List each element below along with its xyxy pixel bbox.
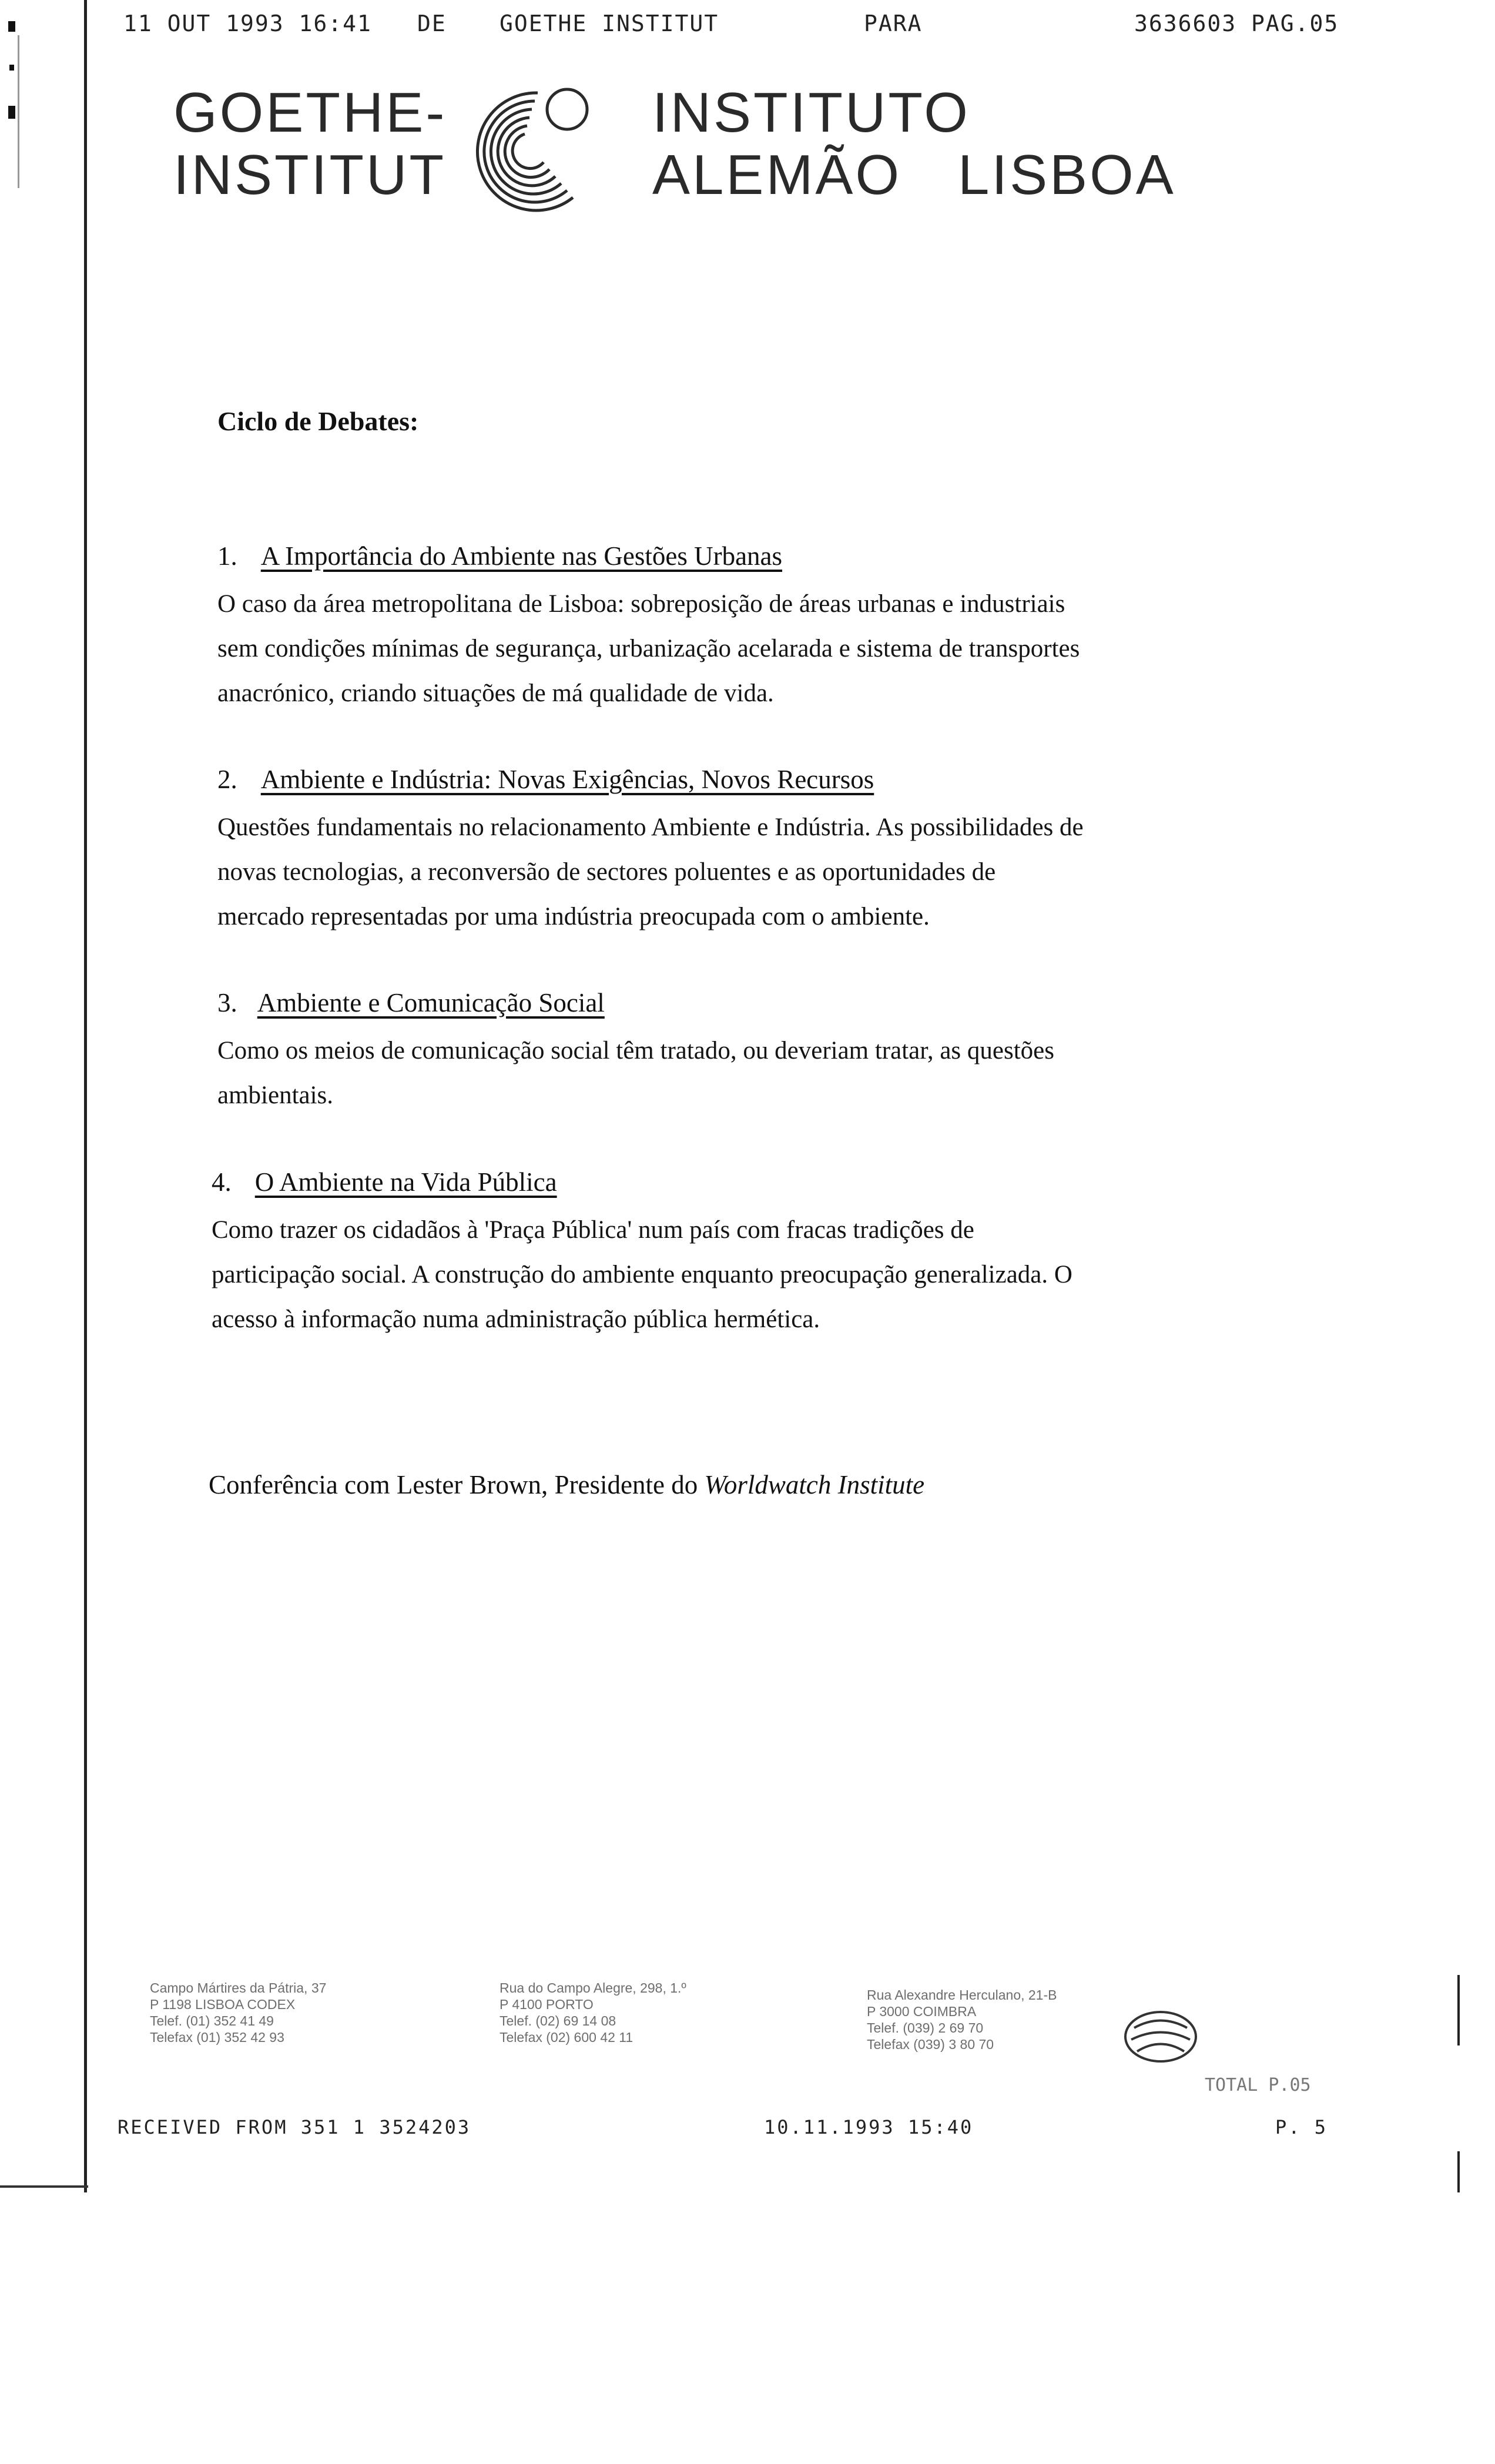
item-line: novas tecnologias, a reconversão de sectores poluentes e as oportunidades de — [217, 858, 996, 886]
logo-name-line1: GOETHE- — [173, 81, 447, 144]
item-line: acesso à informação numa administração pública hermética. — [212, 1305, 820, 1333]
conference-text: Conferência com Lester Brown, Presidente do — [209, 1470, 705, 1499]
fax-to-label: PARA — [864, 11, 923, 36]
fax-header — [123, 11, 1340, 41]
item-line: Questões fundamentais no relacionamento Ambiente e Indústria. As possibilidades de — [217, 813, 1084, 841]
item-number: 3. — [217, 988, 237, 1017]
address-line: Telef. (039) 2 69 70 — [867, 2020, 984, 2036]
scan-speck — [8, 106, 15, 119]
goethe-emblem-icon — [450, 80, 602, 221]
debate-item-4 — [212, 1167, 1246, 1342]
scan-speck — [9, 65, 14, 71]
address-line: Telef. (02) 69 14 08 — [500, 2013, 616, 2028]
total-pages-label: TOTAL P.05 — [1205, 2075, 1311, 2095]
received-datetime: 10.11.1993 15:40 — [764, 2116, 974, 2138]
scan-right-mark — [1457, 2151, 1460, 2192]
scan-right-mark — [1457, 1975, 1460, 2045]
fax-number-page: 3636603 PAG.05 — [1134, 11, 1339, 36]
address-line: Telefax (01) 352 42 93 — [150, 2030, 284, 2045]
item-line: anacrónico, criando situações de má qualidade de vida. — [217, 679, 774, 707]
address-line: Telefax (039) 3 80 70 — [867, 2037, 994, 2052]
address-line: Telef. (01) 352 41 49 — [150, 2013, 274, 2028]
address-line: P 4100 PORTO — [500, 1997, 594, 2012]
item-number: 4. — [212, 1167, 232, 1197]
fax-cut-line — [0, 2185, 88, 2188]
address-line: Rua Alexandre Herculano, 21-B — [867, 1987, 1057, 2003]
scan-left-edge — [0, 0, 88, 2192]
received-from: RECEIVED FROM 351 1 3524203 — [118, 2116, 471, 2138]
item-line: O caso da área metropolitana de Lisboa: sobreposição de áreas urbanas e industriais — [217, 590, 1065, 618]
item-number: 1. — [217, 541, 237, 571]
debate-item-2 — [217, 764, 1246, 939]
page-heading: Ciclo de Debates: — [217, 406, 419, 436]
fax-from: GOETHE INSTITUT — [500, 11, 719, 36]
item-title: Ambiente e Comunicação Social — [257, 988, 605, 1017]
logo-institute-line2: ALEMÃO — [652, 143, 902, 206]
item-line: ambientais. — [217, 1082, 334, 1109]
fax-edge-line — [84, 0, 87, 2192]
item-line: Como os meios de comunicação social têm tratado, ou deveriam tratar, as questões — [217, 1037, 1054, 1064]
address-line: P 3000 COIMBRA — [867, 2004, 977, 2019]
logo-institute-line1: INSTITUTO — [652, 81, 970, 144]
item-line: Como trazer os cidadãos à 'Praça Pública' num país com fracas tradições de — [212, 1216, 974, 1244]
item-line: participação social. A construção do ambiente enquanto preocupação generalizada. O — [212, 1261, 1072, 1288]
address-line: P 1198 LISBOA CODEX — [150, 1997, 296, 2012]
goethe-logo — [173, 81, 1176, 223]
stamp-emblem-icon — [1119, 2004, 1202, 2069]
fax-date-time: 11 OUT 1993 16:41 — [123, 11, 372, 36]
item-line: sem condições mínimas de segurança, urbanização acelarada e sistema de transportes — [217, 635, 1080, 662]
conference-institute: Worldwatch Institute — [704, 1470, 925, 1499]
item-line: mercado representadas por uma indústria preocupada com o ambiente. — [217, 903, 930, 930]
logo-name-line2: INSTITUT — [173, 143, 446, 206]
debate-item-1 — [217, 541, 1246, 716]
scan-noise-line — [18, 35, 19, 188]
item-number: 2. — [217, 765, 237, 794]
scan-speck — [8, 21, 15, 32]
address-line: Rua do Campo Alegre, 298, 1.º — [500, 1980, 686, 1996]
address-line: Campo Mártires da Pátria, 37 — [150, 1980, 327, 1996]
fax-from-label: DE — [417, 11, 447, 36]
item-title: A Importância do Ambiente nas Gestões Urbanas — [260, 541, 783, 571]
address-porto — [500, 1980, 686, 2045]
conference-line — [209, 1469, 924, 1500]
item-title: Ambiente e Indústria: Novas Exigências, Novos Recursos — [260, 765, 874, 794]
debate-item-3 — [217, 987, 1246, 1118]
received-page: P. 5 — [1275, 2116, 1328, 2138]
address-line: Telefax (02) 600 42 11 — [500, 2030, 633, 2045]
item-title: O Ambiente na Vida Pública — [254, 1167, 557, 1197]
address-coimbra — [867, 1987, 1057, 2053]
logo-city: LISBOA — [958, 143, 1176, 206]
address-lisboa — [150, 1980, 326, 2045]
